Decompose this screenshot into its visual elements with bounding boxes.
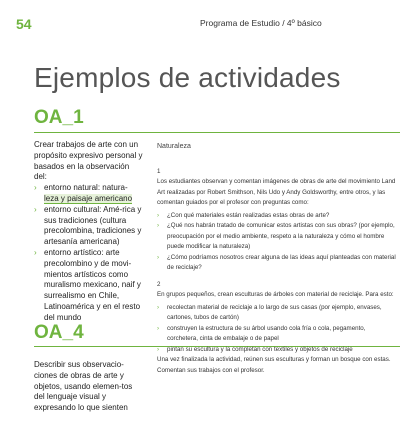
arrow-bullet-icon: › xyxy=(157,253,160,261)
list-item xyxy=(157,253,397,274)
list-item xyxy=(34,248,144,324)
arrow-bullet-icon: › xyxy=(157,303,160,311)
list-item-text: pintan su escultura y la completan con textiles y objetos de reciclaje xyxy=(167,345,353,353)
oa4-heading: OA_4 xyxy=(34,322,84,343)
activity-question-list xyxy=(157,211,397,274)
list-item xyxy=(157,324,397,345)
activity-number: 1 xyxy=(157,167,161,175)
oa1-intro: Crear trabajos de arte con un propósito expresivo personal y basados en la observación del: xyxy=(34,140,143,182)
arrow-bullet-icon: › xyxy=(157,324,160,332)
arrow-bullet-icon: › xyxy=(157,345,160,353)
oa1-heading: OA_1 xyxy=(34,107,84,128)
arrow-bullet-icon: › xyxy=(34,204,37,214)
activities-subhead: Naturaleza xyxy=(157,143,191,150)
list-item xyxy=(157,345,397,356)
list-item-text: entorno natural: natura- xyxy=(44,183,128,193)
list-item xyxy=(34,205,144,248)
list-item-text: entorno cultural: Amé-rica y sus tradiciones (cultura precolombina, tradiciones y artesanía americana) xyxy=(44,204,142,247)
list-item-text: ¿Cómo podríamos nosotros crear alguna de las ideas aquí planteadas con material de reciclaje? xyxy=(167,253,396,271)
arrow-bullet-icon: › xyxy=(34,183,37,193)
oa4-intro: Describir sus observacio-ciones de obras de arte y objetos, usando elemen-tos del lenguaje visual y expresando lo que sienten xyxy=(34,360,133,413)
page-number: 54 xyxy=(16,16,32,32)
list-item-text: ¿Qué nos habrán tratado de comunicar estos artistas con sus obras? (por ejemplo, preocupación por el medio ambiente, respeto a la naturaleza y cómo el hombre puede modificar la naturaleza) xyxy=(167,222,395,250)
oa1-list xyxy=(34,183,144,323)
activities-column xyxy=(157,142,397,378)
list-item xyxy=(157,221,397,253)
oa4-objective xyxy=(34,352,144,422)
list-item xyxy=(34,183,144,205)
page-title: Ejemplos de actividades xyxy=(34,62,341,93)
running-header: Programa de Estudio / 4º básico xyxy=(200,18,322,28)
list-item-text: construyen la estructura de su árbol usando cola fría o cola, pegamento, corchetera, cinta de embalaje o de papel xyxy=(167,324,366,342)
activity-text: Los estudiantes observan y comentan imágenes de obras de arte del movimiento Land Art realizadas por Robert Smithson, Nils Udo y Andy Goldsworthy, entre otros, y las comentan guiados por el profesor con preguntas como: xyxy=(157,178,396,206)
arrow-bullet-icon: › xyxy=(157,222,160,229)
activity-step-list xyxy=(157,303,397,356)
list-item-text: ¿Con qué materiales están realizadas estas obras de arte? xyxy=(167,211,330,219)
highlighted-text: leza y paisaje americano xyxy=(44,193,133,203)
section-divider xyxy=(34,132,400,133)
activity-number: 2 xyxy=(157,280,161,288)
activity-text: En grupos pequeños, crean esculturas de árboles con material de reciclaje. Para esto: xyxy=(157,291,394,298)
arrow-bullet-icon: › xyxy=(157,211,160,219)
activity-text: Una vez finalizada la actividad, reúnen sus esculturas y forman un bosque con estas. Comentan sus trabajos con el profesor. xyxy=(157,356,391,374)
arrow-bullet-icon: › xyxy=(34,247,37,257)
list-item-text: recolectan material de reciclaje a lo largo de sus casas (por ejemplo, envases, cartones, tubos de cartón) xyxy=(167,303,382,321)
list-item-text: entorno artístico: arte precolombino y de movi-mientos artísticos como muralismo mexicano, naif y surrealismo en Chile, Latinoamérica y en el resto del mundo xyxy=(44,247,141,322)
list-item xyxy=(157,303,397,324)
oa1-objective xyxy=(34,140,144,324)
list-item xyxy=(157,211,397,222)
